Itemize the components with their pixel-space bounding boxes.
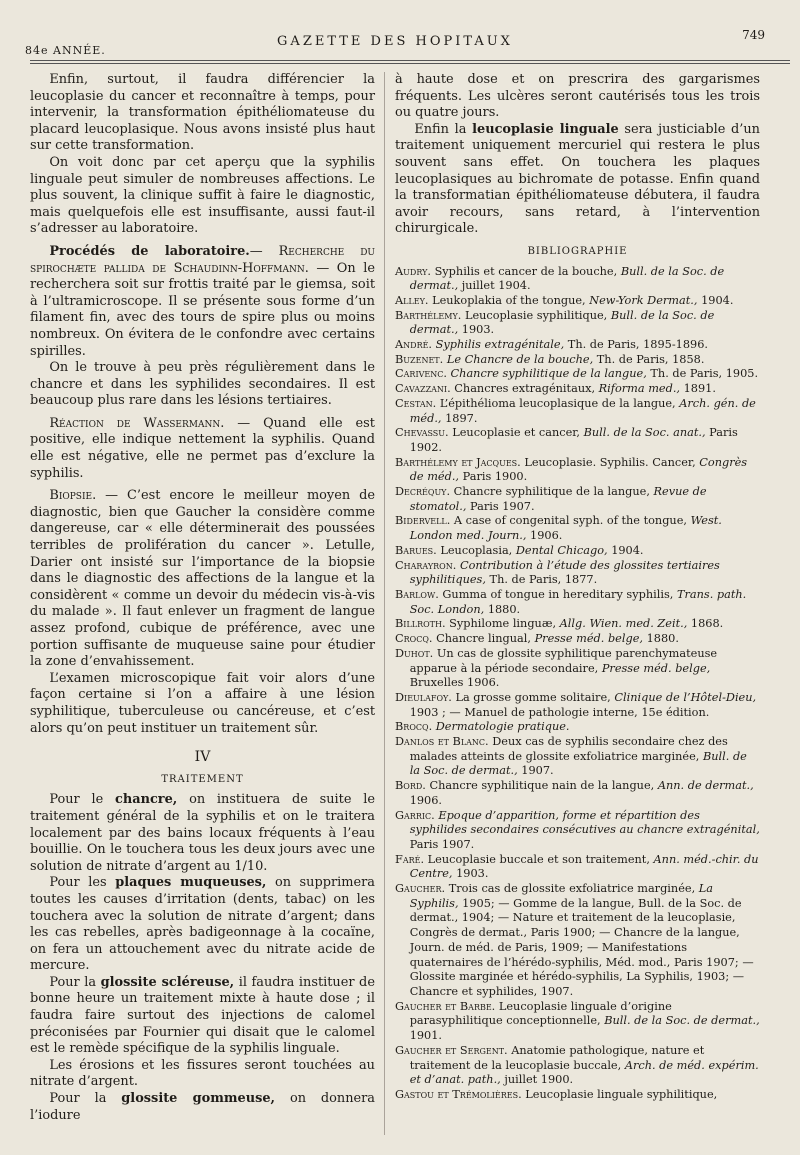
keyword: glossite scléreuse, <box>100 974 235 990</box>
paragraph <box>30 792 375 875</box>
header-rule-second <box>30 63 790 64</box>
paragraph-lead: Biopsie. <box>49 488 97 504</box>
entry-text: Leucoplasie buccale et son traitement, <box>427 852 650 866</box>
entry-text: Chancre lingual, <box>436 632 531 646</box>
keyword: leucoplasie linguale <box>472 121 619 137</box>
entry-text: 1905; — Gomme de la langue, Bull. de la Soc. de dermat., 1904; — Nature et traitement de la leucoplasie, Congrès de dermat., Paris 1900; — Chancre de la langue, Journ. de méd. de Paris, 1909; — Manifestations quaternaires de l’hérédo-syphilis, Méd. mod., Paris 1907; — Glossite marginée et hérédo-syphilis, La Syphilis, 1903; — Chancre et syphilides, 1907. <box>409 896 754 998</box>
entry-author: Buzenet. <box>395 352 444 366</box>
entry-source: Bull. de la Soc. de dermat., <box>604 1014 760 1028</box>
entry-text: Paris 1907. <box>409 837 475 851</box>
bibliography-entry <box>395 1044 760 1088</box>
page-number: 749 <box>742 28 765 42</box>
section-heading: Procédés de laboratoire. <box>49 243 250 259</box>
entry-text: 1903 ; — Manuel de pathologie interne, 15e édition. <box>409 705 710 719</box>
text: sera justiciable d’un traitement uniquement mercuriel qui restera le plus souvent sans effet. On touchera les plaques leucoplasiques au bichromate de potasse. Enfin quand la transformatian épithéliomateuse débutera, il faudra avoir recours, sans retard, à l’intervention chirurgicale. <box>395 121 760 237</box>
entry-source: Riforma med., <box>598 382 681 396</box>
entry-text: Th. de Paris, 1858. <box>596 352 705 366</box>
entry-author: Alley. <box>395 293 429 307</box>
keyword: chancre, <box>115 792 178 808</box>
entry-author: Barues. <box>395 543 437 557</box>
paragraph <box>30 975 375 1058</box>
entry-text: 1903. <box>461 323 495 337</box>
entry-text: 1868. <box>690 617 724 631</box>
paragraph-text: — On le recherchera soit sur frottis traité par le giemsa, soit à l’ultramicroscope. Il se présente sous forme d’un filament fin, avec des tours de spire plus ou moins nombreux. On évitera de le confondre avec certains spirilles. <box>30 260 375 359</box>
text: on donnera l’iodure <box>30 1091 375 1123</box>
entry-author: Decréquy. <box>395 485 451 499</box>
entry-text: Leucoplasie syphilitique, <box>464 308 608 322</box>
bibliography-entry <box>395 265 760 294</box>
entry-text: Syphilome linguæ, <box>449 617 557 631</box>
entry-text: A case of congenital syph. of the tongue, <box>453 514 687 528</box>
bibliography-entry <box>395 588 760 617</box>
entry-source: Syphilis extragénitale, <box>435 338 565 352</box>
entry-author: Carivenc. <box>395 367 447 381</box>
paragraph: à haute dose et on prescrira des gargarismes fréquents. Les ulcères seront cautérisés tous les trois ou quatre jours. <box>395 72 760 121</box>
entry-text: Un cas de glossite syphilitique parenchymateuse apparue à la période secondaire, <box>409 646 718 675</box>
bibliography-entry <box>395 632 760 647</box>
entry-source: West. London med. Journ., <box>409 514 722 543</box>
bibliography-entry <box>395 617 760 632</box>
entry-author: Charayron. <box>395 558 457 572</box>
entry-source: Presse méd. belge, <box>534 632 643 646</box>
entry-text: Leucoplasie. Syphilis. Cancer, <box>524 455 696 469</box>
entry-text: 1891. <box>683 382 716 396</box>
entry-text: 1906. <box>530 529 563 543</box>
journal-title: GAZETTE DES HOPITAUX <box>277 34 513 49</box>
text: on instituera de suite le traitement général de la syphilis et on le traitera localement par des bains locaux fréquents à l’eau bouillie. On le touchera tous les deux jours avec une solution de nitrate d’argent au 1/10. <box>30 792 375 874</box>
bibliography-entry <box>395 735 760 779</box>
entry-author: Garric. <box>395 808 435 822</box>
entry-source: New-York Dermat., <box>589 293 698 307</box>
bibliography-entry <box>395 353 760 368</box>
entry-text: Leucoplasie linguale syphilitique, <box>525 1087 718 1101</box>
entry-text: 1904. <box>611 543 644 557</box>
entry-text: Deux cas de syphilis secondaire chez des malades atteints de glossite exfoliatrice marginée, <box>409 735 728 763</box>
section-number: IV <box>194 749 211 766</box>
entry-text: Trois cas de glossite exfoliatrice marginée, <box>448 882 696 896</box>
entry-text: Paris 1900. <box>462 470 528 484</box>
entry-text: Paris 1902. <box>409 426 738 454</box>
paragraph <box>395 122 760 238</box>
bibliography-entry <box>395 544 760 559</box>
bibliography-entry <box>395 1000 760 1044</box>
entry-author: Bidervell. <box>395 514 451 528</box>
entry-text: Gumma of tongue in hereditary syphilis, <box>442 588 674 601</box>
entry-author: Gaucher et Barbe. <box>395 999 496 1013</box>
text: on supprimera toutes les causes d’irritation (dents, tabac) on les touchera avec la solution de nitrate d’argent; dans les cas rebelles, après badigeonnage à la cocaïne, on fera un attouchement avec du nitrate acide de mercure. <box>30 875 375 974</box>
entry-text: Syphilis et cancer de la bouche, <box>434 264 618 278</box>
bibliography-entry <box>395 367 760 382</box>
entry-text: Paris 1907. <box>470 499 535 513</box>
entry-text: La grosse gomme solitaire, <box>455 690 611 704</box>
section-title: TRAITEMENT <box>161 773 244 785</box>
text: Pour le <box>49 792 104 808</box>
entry-text: 1880. <box>487 602 521 616</box>
entry-text: Leucoplasie et cancer, <box>452 426 581 440</box>
entry-source: Bull. de la Soc. anat., <box>583 426 706 440</box>
paragraph-text: — Quand elle est positive, elle indique nettement la syphilis. Quand elle est négative, elle ne permet pas d’exclure la syphilis. <box>30 415 375 481</box>
entry-source: Arch. gén. de méd., <box>409 396 756 425</box>
bibliography-entry <box>395 882 760 1000</box>
bibliography-entry <box>395 426 760 455</box>
bibliography-entry <box>395 456 760 485</box>
text: il faudra instituer de bonne heure un traitement mixte à haute dose ; il faudra faire surtout des injections de calomel préconisées par Fournier qui disait que le calomel est le remède spécifique de la syphilis linguale. <box>30 974 375 1057</box>
paragraph: On le trouve à peu près régulièrement dans le chancre et dans les syphilides secondaires. Il est beaucoup plus rare dans les lésions tertiaires. <box>30 360 375 409</box>
entry-source: Dental Chicago, <box>515 543 608 557</box>
entry-text: Leucoplasie linguale d’origine parasyphilitique conceptionnelle, <box>409 999 672 1028</box>
paragraph <box>30 875 375 975</box>
bibliography-entry <box>395 853 760 882</box>
paragraph-lead: Réaction de Wassermann. <box>49 415 225 431</box>
entry-author: Chevassu. <box>395 426 449 440</box>
paragraph <box>30 244 375 360</box>
paragraph <box>30 488 375 671</box>
entry-text: 1903. <box>456 867 489 881</box>
entry-text: Th. de Paris, 1905. <box>650 367 759 381</box>
bibliography-entry <box>395 809 760 853</box>
entry-author: André. <box>395 338 433 352</box>
bibliography-entry <box>395 1088 760 1103</box>
entry-author: Barlow. <box>395 588 439 601</box>
entry-author: Cestan. <box>395 396 437 410</box>
entry-author: Faré. <box>395 852 425 866</box>
entry-author: Barthélemy et Jacques. <box>395 455 521 469</box>
entry-source: Chancre syphilitique de la langue, <box>450 367 647 381</box>
entry-text: 1904. <box>701 293 734 307</box>
paragraph: On voit donc par cet aperçu que la syphilis linguale peut simuler de nombreuses affections. Le plus souvent, la clinique suffit à faire le diagnostic, mais quelquefois elle est insuffisante, aussi faut-il s’adresser au laboratoire. <box>30 154 375 237</box>
entry-text: juillet 1900. <box>504 1073 574 1087</box>
keyword: plaques muqueuses, <box>115 875 267 891</box>
entry-author: Audry. <box>395 264 431 278</box>
paragraph <box>30 1091 375 1124</box>
right-column <box>395 72 760 1103</box>
entry-source: Congrès de méd., <box>409 455 748 484</box>
entry-text: 1880. <box>646 632 679 646</box>
entry-source: Revue de stomatol., <box>409 485 707 513</box>
entry-source: Bull. de la Soc. de dermat., <box>409 264 725 293</box>
entry-author: Crocq. <box>395 632 433 646</box>
bibliography-entry <box>395 779 760 808</box>
bibliography-entry <box>395 514 760 543</box>
entry-source: Ann. méd.-chir. du Centre, <box>409 852 759 881</box>
entry-author: Gaucher et Sergent. <box>395 1043 508 1057</box>
entry-source: Ann. de dermat., <box>657 779 754 793</box>
entry-source: Trans. path. Soc. London, <box>409 588 747 616</box>
bibliography-entry <box>395 294 760 309</box>
paragraph-text: — C’est encore le meilleur moyen de diagnostic, bien que Gaucher la considère comme dangereuse, car « elle déterminerait des poussées terribles de prolifération du cancer ». Letulle, Darier ont insisté sur l’importance de la biopsie dans le diagnostic des affections de la langue et la considèrent « comme un devoir du médecin vis-à-vis du malade ». Il faut enlever un fragment de langue assez profond, cubique de préférence, avec une portion suffisante de muqueuse saine pour étudier la zone d’envahissement. <box>30 488 375 670</box>
entry-text: 1901. <box>409 1029 443 1043</box>
column-divider <box>384 72 385 1135</box>
entry-text: Chancre syphilitique nain de la langue, <box>429 779 655 793</box>
text: Enfin la <box>414 121 467 137</box>
entry-source: Contribution à l’étude des glossites tertiaires syphilitiques, <box>409 558 720 587</box>
bibliography-entry <box>395 382 760 397</box>
entry-text: Chancre syphilitique de la langue, <box>453 485 650 499</box>
paragraph: Les érosions et les fissures seront touchées au nitrate d’argent. <box>30 1057 375 1090</box>
entry-author: Brocq. <box>395 720 433 734</box>
header-rule <box>30 60 790 61</box>
entry-text: Bruxelles 1906. <box>409 676 500 690</box>
text: Pour les <box>49 875 107 891</box>
entry-text: juillet 1904. <box>461 279 531 293</box>
paragraph <box>30 416 375 482</box>
entry-text: 1897. <box>445 411 478 425</box>
entry-author: Gastou et Trémolières. <box>395 1087 522 1101</box>
bibliography-entry <box>395 397 760 426</box>
bibliography-entry <box>395 485 760 514</box>
entry-source: La Syphilis, <box>409 882 713 910</box>
entry-author: Billroth. <box>395 617 446 631</box>
left-column <box>30 72 375 1124</box>
text: Pour la <box>49 1091 107 1107</box>
text: Pour la <box>49 974 97 990</box>
entry-source: Dermatologie pratique. <box>435 720 570 734</box>
entry-source: Arch. de méd. expérim. et d’anat. path., <box>409 1058 759 1087</box>
entry-text: L’épithélioma leucoplasique de la langue, <box>439 396 676 410</box>
entry-author: Barthélemy. <box>395 308 462 322</box>
entry-source: Bull. de la Soc. de dermat., <box>409 749 747 778</box>
bibliography-entry <box>395 559 760 588</box>
entry-text: Th. de Paris, 1895-1896. <box>567 338 709 352</box>
entry-author: Duhot. <box>395 646 434 660</box>
bibliography-title: BIBLIOGRAPHIE <box>527 245 628 257</box>
entry-author: Bord. <box>395 779 426 793</box>
entry-author: Gaucher. <box>395 882 446 896</box>
keyword: glossite gommeuse, <box>121 1091 276 1107</box>
entry-text: Leukoplakia of the tongue, <box>432 293 586 307</box>
bibliography-list <box>395 265 760 1103</box>
bibliography-entry <box>395 309 760 338</box>
paragraph: L’examen microscopique fait voir alors d’une façon certaine si l’on a affaire à une lésion syphilitique, tuberculeuse ou cancéreuse, et c’est alors qu’on peut instituer un traitement sûr. <box>30 670 375 736</box>
entry-source: Epoque d’apparition, forme et répartition des syphilides secondaires consécutives au chancre extragénital, <box>409 808 760 837</box>
bibliography-entry <box>395 647 760 691</box>
entry-text: Anatomie pathologique, nature et traitement de la leucoplasie buccale, <box>409 1043 705 1072</box>
entry-source: Presse méd. belge, <box>601 661 711 675</box>
entry-text: 1907. <box>521 764 554 778</box>
entry-author: Danlos et Blanc. <box>395 735 489 749</box>
bibliography-entry <box>395 720 760 735</box>
paragraph-lead: — Recherche du spirochæte pallida de Schaudinn-Hoffmann. <box>30 243 375 276</box>
entry-text: Th. de Paris, 1877. <box>489 573 598 587</box>
edition-label: 84e ANNÉE. <box>25 44 106 57</box>
entry-author: Dieulafoy. <box>395 690 452 704</box>
bibliography-entry <box>395 691 760 720</box>
entry-text: 1906. <box>409 793 443 807</box>
entry-text: Chancres extragénitaux, <box>454 382 596 396</box>
entry-source: Clinique de l’Hôtel-Dieu, <box>614 690 757 704</box>
paragraph: Enfin, surtout, il faudra différencier la leucoplasie du cancer et reconnaître à temps, pour intervenir, la transformation épithéliomateuse du placard leucoplasique. Nous avons insisté plus haut sur cette transformation. <box>30 72 375 154</box>
entry-author: Cavazzani. <box>395 382 451 396</box>
bibliography-entry <box>395 338 760 353</box>
entry-source: Allg. Wien. med. Zeit., <box>559 617 688 631</box>
entry-text: Leucoplasia, <box>440 543 513 557</box>
entry-source: Bull. de la Soc. de dermat., <box>409 308 715 337</box>
entry-source: Le Chancre de la bouche, <box>446 352 594 366</box>
